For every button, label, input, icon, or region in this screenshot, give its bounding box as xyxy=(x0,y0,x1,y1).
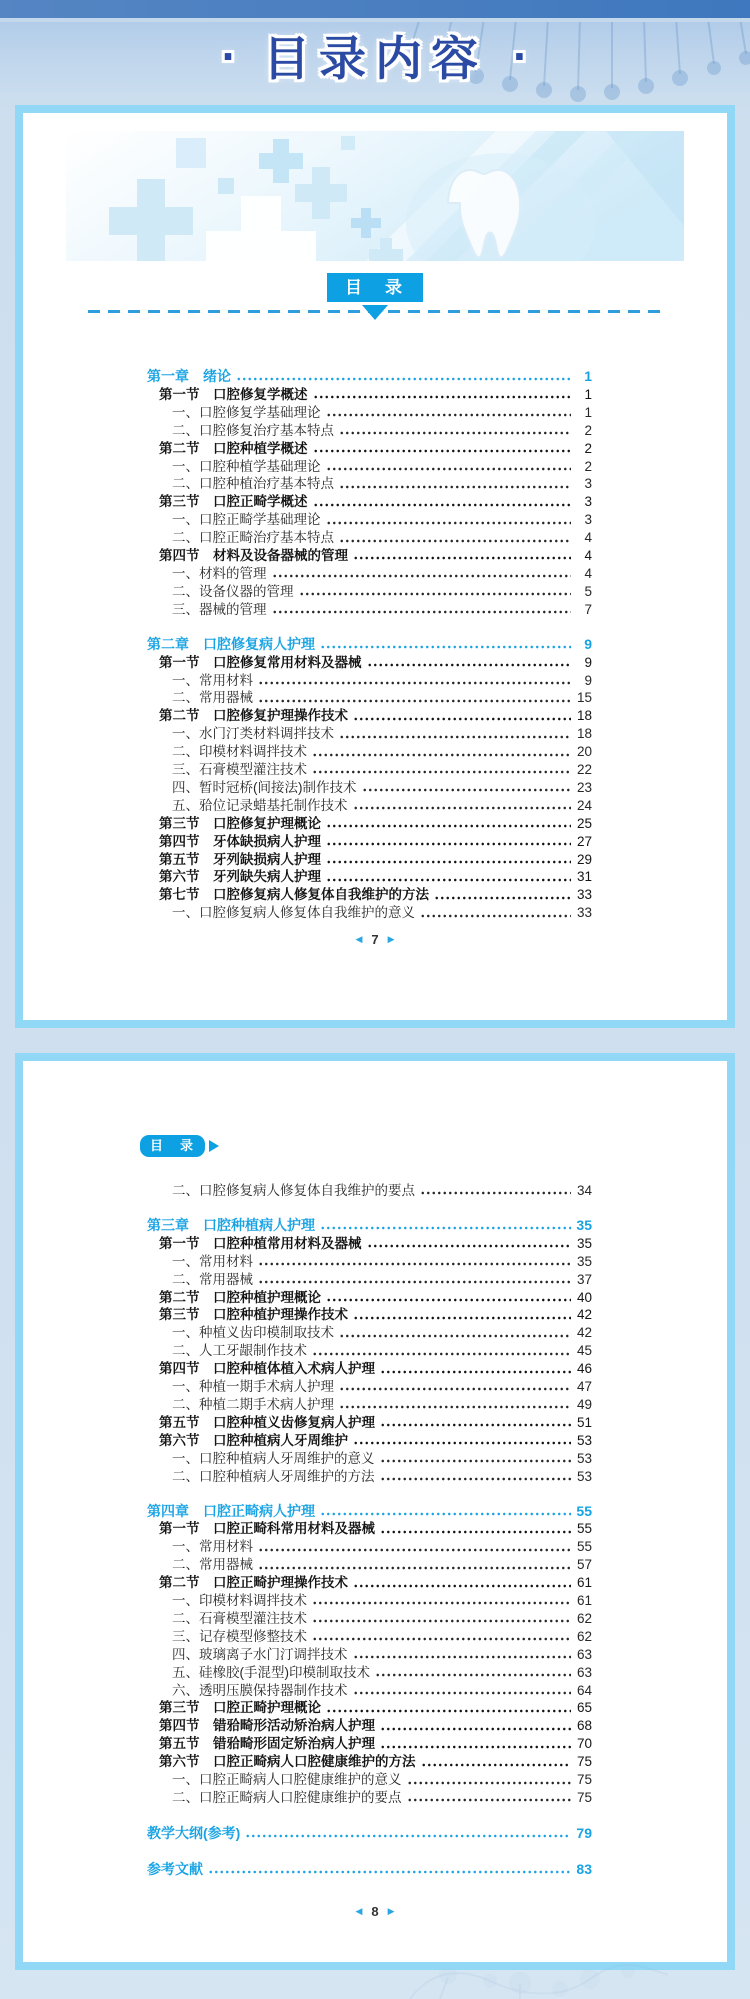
dot-leader xyxy=(313,386,572,404)
toc-entry-title: 二、常用器械 xyxy=(172,1271,253,1287)
toc-entry xyxy=(147,1592,592,1610)
toc-entry xyxy=(147,833,592,851)
dot-leader xyxy=(420,1182,571,1200)
prev-arrow-icon: ◀ xyxy=(355,934,363,945)
toc-entry-page-number: 23 xyxy=(576,779,592,795)
toc-entry-page-number: 53 xyxy=(576,1450,592,1466)
toc-entry-title: 一、材料的管理 xyxy=(172,565,267,581)
toc-entry xyxy=(147,868,592,886)
toc-entry xyxy=(147,547,592,565)
toc-entry xyxy=(147,886,592,904)
toc-entry xyxy=(147,529,592,547)
folio-number: 8 xyxy=(371,1903,379,1919)
toc-entry-page-number: 53 xyxy=(576,1432,592,1448)
title-dot-left: · xyxy=(221,29,237,82)
toc-entry-page-number: 61 xyxy=(576,1593,592,1609)
folio-number: 7 xyxy=(371,932,379,948)
toc-entry-title: 一、口腔种植病人牙周维护的意义 xyxy=(172,1450,375,1466)
toc-entry-page-number: 1 xyxy=(584,404,592,420)
toc-entry xyxy=(147,797,592,815)
dot-leader xyxy=(326,458,572,476)
toc-entry xyxy=(147,1574,592,1592)
toc-entry-page-number: 42 xyxy=(576,1325,592,1341)
toc-entry xyxy=(147,1771,592,1789)
toc-entry-page-number: 45 xyxy=(576,1343,592,1359)
dot-leader xyxy=(380,1735,571,1753)
toc-entry-page-number: 2 xyxy=(584,458,592,474)
toc-entry-page-number: 34 xyxy=(576,1183,592,1198)
toc-entry-title: 第一节 口腔修复学概述 xyxy=(159,386,308,402)
toc-entry xyxy=(147,761,592,779)
toc-entry-title: 四、暂时冠桥(间接法)制作技术 xyxy=(172,779,357,795)
toc-entry-title: 三、石膏模型灌注技术 xyxy=(172,762,307,778)
dot-leader xyxy=(380,1414,571,1432)
toc-entry xyxy=(147,1556,592,1574)
toc-entry-title: 第二章 口腔修复病人护理 xyxy=(147,635,315,652)
page-number-footer xyxy=(23,932,727,947)
next-arrow-icon: ▶ xyxy=(387,1905,395,1916)
toc-entry-page-number: 47 xyxy=(576,1379,592,1395)
toc-entry-title: 二、人工牙龈制作技术 xyxy=(172,1343,307,1359)
dot-leader xyxy=(326,868,571,886)
toc-entry-title: 第七节 口腔修复病人修复体自我维护的方法 xyxy=(159,887,429,903)
toc-entry xyxy=(147,404,592,422)
dot-leader xyxy=(353,1682,572,1700)
toc-entry-title: 四、玻璃离子水门汀调拌技术 xyxy=(172,1646,348,1662)
page-number-footer xyxy=(23,1904,727,1919)
toc-entry-page-number: 2 xyxy=(584,422,592,438)
toc-entry-page-number: 55 xyxy=(576,1521,592,1537)
toc-entry xyxy=(147,1789,592,1807)
toc-entry xyxy=(147,904,592,922)
toc-entry-page-number: 25 xyxy=(576,815,592,831)
toc-entry-title: 二、口腔种植病人牙周维护的方法 xyxy=(172,1468,375,1484)
toc-entry xyxy=(147,422,592,440)
toc-entry-title: 一、口腔正畸病人口腔健康维护的意义 xyxy=(172,1772,402,1788)
toc-entry-page-number: 18 xyxy=(576,708,592,724)
dot-leader xyxy=(326,833,571,851)
toc-entry xyxy=(147,440,592,458)
dot-leader xyxy=(375,1664,571,1682)
toc-entry xyxy=(147,1450,592,1468)
toc-entry xyxy=(147,1235,592,1253)
dot-leader xyxy=(407,1789,572,1807)
dot-leader xyxy=(353,1646,572,1664)
toc-entry xyxy=(147,1538,592,1556)
toc-entry xyxy=(147,636,592,654)
toc-entry-page-number: 3 xyxy=(584,494,592,510)
toc-entry-title: 一、水门汀类材料调拌技术 xyxy=(172,726,334,742)
top-bar xyxy=(0,0,750,18)
toc-entry xyxy=(147,743,592,761)
toc-entry-title: 第三节 口腔种植护理操作技术 xyxy=(159,1307,348,1323)
toc-entry-page-number: 83 xyxy=(576,1860,592,1877)
toc-entry xyxy=(147,1646,592,1664)
toc-entry-title: 第三节 口腔修复护理概论 xyxy=(159,815,321,831)
toc-entry-page-number: 42 xyxy=(576,1307,592,1323)
dot-leader xyxy=(339,422,571,440)
toc-entry xyxy=(147,689,592,707)
toc-entry-page-number: 68 xyxy=(576,1718,592,1734)
dot-leader xyxy=(380,1450,572,1468)
toc-entry-page-number: 33 xyxy=(576,905,592,921)
toc-entry-page-number: 24 xyxy=(576,797,592,813)
toc-entry xyxy=(147,1503,592,1521)
toc-entry-page-number: 3 xyxy=(584,476,592,492)
dot-leader xyxy=(320,1503,571,1521)
toc-entry-title: 二、设备仪器的管理 xyxy=(172,583,294,599)
toc-entry xyxy=(147,1306,592,1324)
dot-leader xyxy=(312,1628,571,1646)
page-title xyxy=(0,22,750,89)
toc-entry-title: 第四节 错𬌗畸形活动矫治病人护理 xyxy=(159,1718,375,1734)
toc-entry-title: 第四节 材料及设备器械的管理 xyxy=(159,548,348,564)
dot-leader xyxy=(362,779,572,797)
dot-leader xyxy=(353,547,571,565)
prev-arrow-icon: ◀ xyxy=(355,1905,363,1916)
toc-entry xyxy=(147,1217,592,1235)
toc-entry-page-number: 75 xyxy=(576,1790,592,1805)
toc-entry-page-number: 46 xyxy=(576,1361,592,1377)
toc-entry-page-number: 75 xyxy=(576,1754,592,1770)
toc-entry-page-number: 62 xyxy=(576,1610,592,1626)
down-triangle-icon xyxy=(362,305,388,320)
dot-leader xyxy=(420,904,571,922)
toc-entry-page-number: 29 xyxy=(576,851,592,867)
toc-entry xyxy=(147,583,592,601)
dot-leader xyxy=(312,761,571,779)
toc-entry-page-number: 79 xyxy=(576,1824,592,1841)
toc-entry-title: 第六节 口腔正畸病人口腔健康维护的方法 xyxy=(159,1754,416,1770)
toc-entry-title: 二、口腔正畸治疗基本特点 xyxy=(172,530,334,546)
dot-leader xyxy=(258,672,571,690)
dot-leader xyxy=(353,1306,571,1324)
toc-entry xyxy=(147,1324,592,1342)
toc-entry-page-number: 1 xyxy=(584,386,592,402)
dot-leader xyxy=(312,1592,571,1610)
dot-leader xyxy=(353,707,571,725)
dot-leader xyxy=(272,601,572,619)
toc-entry-page-number: 63 xyxy=(576,1646,592,1662)
toc-entry-page-number: 4 xyxy=(584,548,592,564)
dot-leader xyxy=(326,511,572,529)
toc-entry xyxy=(147,1342,592,1360)
toc-entry-title: 二、常用器械 xyxy=(172,690,253,706)
toc-entry-page-number: 22 xyxy=(576,762,592,778)
toc-entry xyxy=(147,1468,592,1486)
toc-entry-page-number: 3 xyxy=(584,512,592,528)
toc-entry-title: 教学大纲(参考) xyxy=(147,1824,241,1841)
toc-entry-page-number: 9 xyxy=(584,654,592,670)
dot-leader xyxy=(339,1324,571,1342)
dot-leader xyxy=(339,1378,571,1396)
toc-entry-page-number: 35 xyxy=(576,1253,592,1269)
toc-entry xyxy=(147,672,592,690)
medical-banner-image xyxy=(66,131,684,261)
toc-entry-title: 一、口腔修复病人修复体自我维护的意义 xyxy=(172,905,415,921)
toc-entry-title: 二、口腔修复治疗基本特点 xyxy=(172,422,334,438)
toc-entry xyxy=(147,475,592,493)
molecule-decoration xyxy=(370,1961,670,1999)
dot-leader xyxy=(320,636,571,654)
toc-entry-title: 第五节 牙列缺损病人护理 xyxy=(159,851,321,867)
dot-leader xyxy=(353,1574,571,1592)
toc-entry-page-number: 40 xyxy=(576,1289,592,1305)
toc-entry-title: 一、口腔正畸学基础理论 xyxy=(172,512,321,528)
dot-leader xyxy=(434,886,571,904)
dot-leader xyxy=(326,1289,571,1307)
toc-entry-title: 第一章 绪论 xyxy=(147,368,231,384)
toc-entry xyxy=(147,1360,592,1378)
toc-entry xyxy=(147,493,592,511)
dot-leader xyxy=(313,440,572,458)
toc-entry-page-number: 7 xyxy=(584,601,592,617)
toc-entry-title: 五、硅橡胶(手混型)印模制取技术 xyxy=(172,1664,370,1680)
toc-entry xyxy=(147,1432,592,1450)
toc-entry-title: 二、种植二期手术病人护理 xyxy=(172,1396,334,1412)
toc-entry-page-number: 27 xyxy=(576,833,592,849)
toc-entry xyxy=(147,368,592,386)
toc-entry-title: 第四节 牙体缺损病人护理 xyxy=(159,833,321,849)
toc-entry-title: 一、口腔种植学基础理论 xyxy=(172,458,321,474)
toc-entry xyxy=(147,654,592,672)
dot-leader xyxy=(326,815,571,833)
toc-entry xyxy=(147,1717,592,1735)
toc-entry-page-number: 5 xyxy=(584,583,592,599)
toc-entry-page-number: 64 xyxy=(576,1682,592,1698)
toc-entry-title: 第四章 口腔正畸病人护理 xyxy=(147,1502,315,1519)
toc-entry xyxy=(147,1735,592,1753)
toc-entry xyxy=(147,1289,592,1307)
toc-entry xyxy=(147,815,592,833)
dot-leader xyxy=(326,1699,571,1717)
toc-entry-page-number: 49 xyxy=(576,1396,592,1412)
hero-header xyxy=(0,22,750,92)
toc-entry-title: 第六节 牙列缺失病人护理 xyxy=(159,869,321,885)
toc-entry xyxy=(147,1271,592,1289)
dashed-divider xyxy=(88,304,662,320)
title-dot-right: · xyxy=(513,29,529,82)
toc-entry-page-number: 55 xyxy=(576,1502,592,1519)
toc-entry-title: 二、印模材料调拌技术 xyxy=(172,744,307,760)
toc-entry-title: 二、口腔修复病人修复体自我维护的要点 xyxy=(172,1183,415,1198)
dot-leader xyxy=(367,1235,572,1253)
next-arrow-icon: ▶ xyxy=(387,934,395,945)
toc-entry-title: 第三节 口腔正畸学概述 xyxy=(159,494,308,510)
toc-entry-title: 第三章 口腔种植病人护理 xyxy=(147,1216,315,1233)
toc-entry xyxy=(147,1414,592,1432)
toc-entry xyxy=(147,458,592,476)
toc-entry xyxy=(147,1825,592,1843)
toc-title-badge: 目 录 xyxy=(327,273,423,302)
toc-entry-page-number: 55 xyxy=(576,1539,592,1555)
toc-entry xyxy=(147,851,592,869)
toc-entry xyxy=(147,1253,592,1271)
toc-entry-page-number: 62 xyxy=(576,1628,592,1644)
toc-entry-title: 第三节 口腔正畸护理概论 xyxy=(159,1700,321,1716)
toc-entry-page-number: 37 xyxy=(576,1271,592,1287)
toc-entry-title: 第二节 口腔正畸护理操作技术 xyxy=(159,1575,348,1591)
toc-entry-title: 一、种植一期手术病人护理 xyxy=(172,1379,334,1395)
right-triangle-icon xyxy=(209,1140,219,1152)
dot-leader xyxy=(380,1717,571,1735)
toc-entry xyxy=(147,779,592,797)
toc-entry-page-number: 2 xyxy=(584,440,592,456)
toc-entry-title: 一、种植义齿印模制取技术 xyxy=(172,1325,334,1341)
dot-leader xyxy=(236,368,571,386)
toc-entry-page-number: 18 xyxy=(576,726,592,742)
dot-leader xyxy=(258,1271,571,1289)
dot-leader xyxy=(258,1253,571,1271)
toc-entry-page-number: 9 xyxy=(584,635,592,652)
dot-leader xyxy=(313,493,572,511)
toc-entry-page-number: 33 xyxy=(576,887,592,903)
dot-leader xyxy=(245,1825,571,1843)
dot-leader xyxy=(367,654,572,672)
toc-page-1 xyxy=(15,105,735,1028)
dot-leader xyxy=(312,1610,571,1628)
toc-entry-page-number: 20 xyxy=(576,744,592,760)
dot-leader xyxy=(326,851,571,869)
toc-entry-page-number: 51 xyxy=(576,1414,592,1430)
dot-leader xyxy=(326,404,572,422)
toc-tab-row xyxy=(140,1135,727,1157)
toc-entry xyxy=(147,1682,592,1700)
dot-leader xyxy=(258,1538,571,1556)
toc-entry-title: 三、记存模型修整技术 xyxy=(172,1628,307,1644)
dot-leader xyxy=(380,1468,572,1486)
toc-entry-title: 一、常用材料 xyxy=(172,1539,253,1555)
toc-entry xyxy=(147,1378,592,1396)
toc-entry-title: 五、𬌗位记录蜡基托制作技术 xyxy=(172,797,348,813)
toc-entry-page-number: 1 xyxy=(584,368,592,384)
toc-entry-title: 六、透明压膜保持器制作技术 xyxy=(172,1682,348,1698)
toc-entry-title: 第五节 错𬌗畸形固定矫治病人护理 xyxy=(159,1736,375,1752)
title-text: 目录内容 xyxy=(263,32,487,85)
toc-entry-page-number: 57 xyxy=(576,1557,592,1573)
dot-leader xyxy=(353,797,572,815)
toc-entry xyxy=(147,511,592,529)
toc-entry-page-number: 53 xyxy=(576,1468,592,1484)
toc-entry xyxy=(147,1182,592,1200)
toc-entry-page-number: 63 xyxy=(576,1664,592,1680)
dot-leader xyxy=(339,725,571,743)
toc-entry-title: 第一节 口腔正畸科常用材料及器械 xyxy=(159,1521,375,1537)
dot-leader xyxy=(339,475,571,493)
toc-entry xyxy=(147,565,592,583)
toc-entry xyxy=(147,725,592,743)
dot-leader xyxy=(380,1520,571,1538)
toc-tab-badge: 目 录 xyxy=(140,1135,205,1157)
toc-entry-title: 一、口腔修复学基础理论 xyxy=(172,404,321,420)
toc-entry-title: 二、石膏模型灌注技术 xyxy=(172,1610,307,1626)
toc-entry-title: 第一节 口腔修复常用材料及器械 xyxy=(159,654,362,670)
dot-leader xyxy=(407,1771,572,1789)
dot-leader xyxy=(339,1396,571,1414)
toc-entry-page-number: 4 xyxy=(584,565,592,581)
toc-entry-page-number: 35 xyxy=(576,1216,592,1233)
dot-leader xyxy=(312,1342,571,1360)
dot-leader xyxy=(299,583,572,601)
dot-leader xyxy=(320,1217,571,1235)
toc-entry-page-number: 31 xyxy=(576,869,592,885)
toc-entry xyxy=(147,386,592,404)
toc-entry xyxy=(147,707,592,725)
dot-leader xyxy=(258,689,571,707)
toc-entry xyxy=(147,1520,592,1538)
dot-leader xyxy=(312,743,571,761)
toc-entry xyxy=(147,601,592,619)
toc-entry-title: 二、口腔种植治疗基本特点 xyxy=(172,476,334,492)
toc-entry-title: 三、器械的管理 xyxy=(172,601,267,617)
toc-list-page2 xyxy=(147,1182,592,1879)
toc-entry-title: 二、常用器械 xyxy=(172,1557,253,1573)
toc-entry-page-number: 65 xyxy=(576,1700,592,1716)
toc-entry xyxy=(147,1628,592,1646)
toc-entry-title: 第二节 口腔修复护理操作技术 xyxy=(159,708,348,724)
toc-entry-page-number: 35 xyxy=(576,1235,592,1251)
toc-entry-title: 一、印模材料调拌技术 xyxy=(172,1593,307,1609)
toc-entry-page-number: 9 xyxy=(584,672,592,688)
dot-leader xyxy=(339,529,571,547)
toc-entry-page-number: 70 xyxy=(576,1736,592,1752)
toc-entry xyxy=(147,1396,592,1414)
toc-entry-title: 第一节 口腔种植常用材料及器械 xyxy=(159,1235,362,1251)
toc-entry-title: 第六节 口腔种植病人牙周维护 xyxy=(159,1432,348,1448)
toc-entry xyxy=(147,1861,592,1879)
toc-entry-title: 第二节 口腔种植护理概论 xyxy=(159,1289,321,1305)
toc-entry xyxy=(147,1753,592,1771)
toc-entry xyxy=(147,1664,592,1682)
toc-page-2 xyxy=(15,1053,735,1970)
toc-entry-title: 一、常用材料 xyxy=(172,672,253,688)
toc-entry-title: 一、常用材料 xyxy=(172,1253,253,1269)
toc-list-page1 xyxy=(147,368,592,922)
toc-entry-title: 第四节 口腔种植体植入术病人护理 xyxy=(159,1361,375,1377)
dot-leader xyxy=(208,1861,571,1879)
toc-entry-page-number: 75 xyxy=(576,1772,592,1788)
toc-entry-title: 参考文献 xyxy=(147,1860,203,1877)
dot-leader xyxy=(353,1432,571,1450)
toc-entry-page-number: 4 xyxy=(584,530,592,546)
toc-entry xyxy=(147,1699,592,1717)
toc-entry-title: 二、口腔正畸病人口腔健康维护的要点 xyxy=(172,1790,402,1805)
toc-entry-title: 第二节 口腔种植学概述 xyxy=(159,440,308,456)
dot-leader xyxy=(421,1753,572,1771)
toc-entry-page-number: 15 xyxy=(576,690,592,706)
toc-entry-title: 第五节 口腔种植义齿修复病人护理 xyxy=(159,1414,375,1430)
dot-leader xyxy=(380,1360,571,1378)
dot-leader xyxy=(272,565,572,583)
dot-leader xyxy=(258,1556,571,1574)
toc-entry-page-number: 61 xyxy=(576,1575,592,1591)
toc-entry xyxy=(147,1610,592,1628)
